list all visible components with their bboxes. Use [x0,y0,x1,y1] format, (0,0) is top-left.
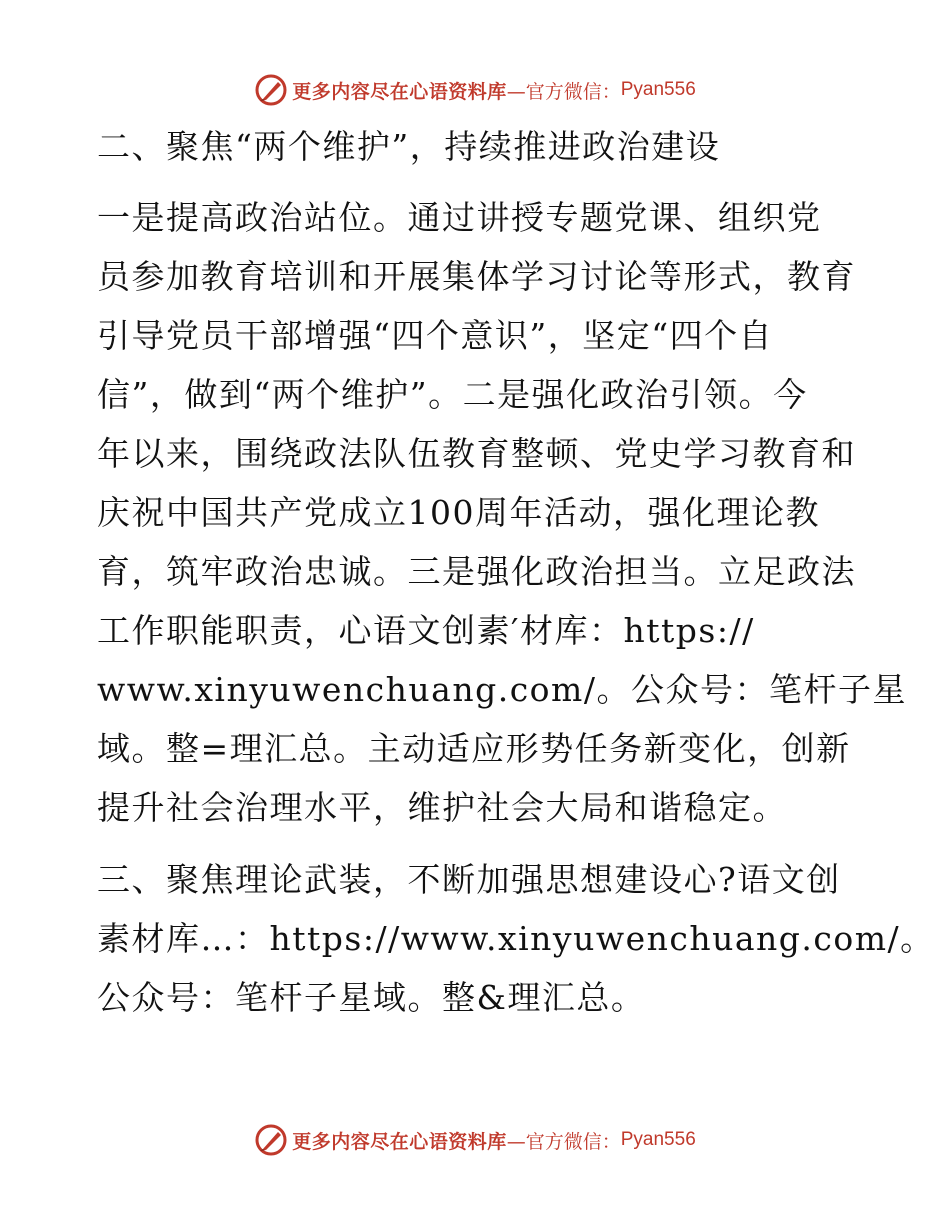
paragraph-line: 域。整=理汇总。主动适应形势任务新变化，创新 [97,729,851,768]
paragraph-line: 一是提高政治站位。通过讲授专题党课、组织党 [97,198,822,237]
paragraph-line: 年以来，围绕政法队伍教育整顿、党史学习教育和 [97,434,856,473]
quill-pen-logo-icon [254,73,288,107]
watermark-wechat-id: Pyan556 [620,79,696,100]
watermark-lead: 更多内容尽在心语资料库 [292,1130,507,1153]
watermark-tail: —官方微信： [506,80,621,103]
watermark-bottom [0,1120,950,1160]
paragraph-line: 育，筑牢政治忠诚。三是强化政治担当。立足政法 [97,552,856,591]
section-heading-3 [97,850,935,1027]
paragraph-line: 工作职能职责，心语文创素′材库：https:// [97,611,755,650]
heading-line: 二、聚焦“两个维护”，持续推进政治建设 [97,127,721,166]
paragraph-line: 引导党员干部增强“四个意识”，坚定“四个自 [97,316,774,355]
watermark-tail: —官方微信： [506,1130,621,1153]
watermark-wechat-id: Pyan556 [620,1129,696,1150]
watermark-top [0,70,950,110]
section-heading-2 [97,117,857,176]
body-paragraph [97,188,907,837]
paragraph-line: 员参加教育培训和开展集体学习讨论等形式，教育 [97,257,856,296]
paragraph-line: 提升社会治理水平，维护社会大局和谐稳定。 [97,788,787,827]
heading-line: 公众号：笔杆子星域。整&理汇总。 [97,978,646,1017]
paragraph-line: www.xinyuwenchuang.com/。公众号：笔杆子星 [97,670,907,709]
watermark-lead: 更多内容尽在心语资料库 [292,80,507,103]
heading-line: 三、聚焦理论武装，不断加强思想建设心?语文创 [97,860,841,899]
heading-line: 素材库…：https://www.xinyuwenchuang.com/。 [97,919,935,958]
paragraph-line: 信”，做到“两个维护”。二是强化政治引领。今 [97,375,808,414]
quill-pen-logo-icon [254,1123,288,1157]
paragraph-line: 庆祝中国共产党成立100周年活动，强化理论教 [97,493,820,532]
